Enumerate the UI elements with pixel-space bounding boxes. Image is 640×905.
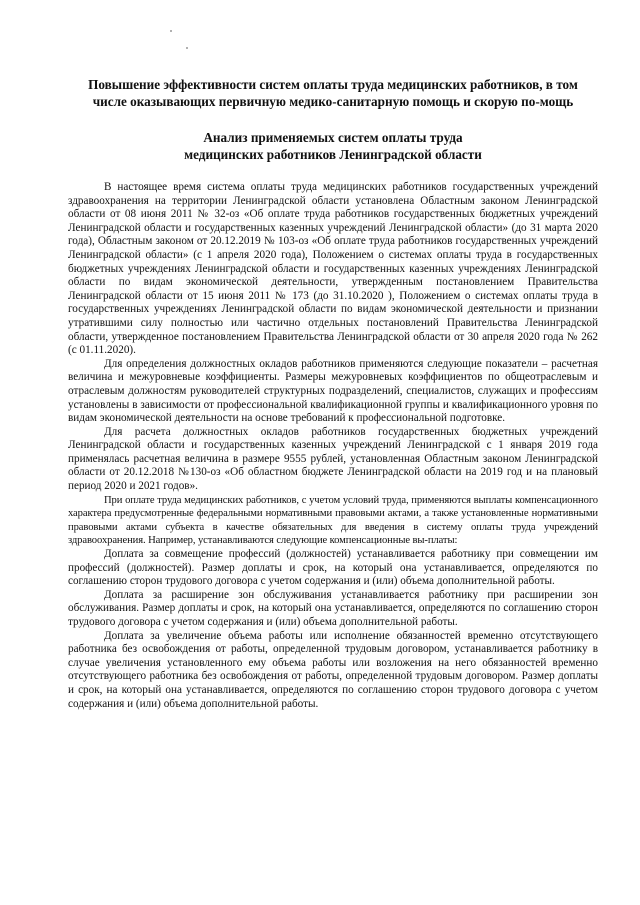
section-heading: [68, 129, 598, 163]
paragraph-legal-basis: В настоящее время система оплаты труда медицинских работников государственных учреждений здравоохранения на территории Ленинградской области установлена Областным законом Ленинградской области от 08 июня 2011 № 32-оз «Об оплате труда работников государственных бюджетных учреждений Ленинградской области и государственных казенных учреждений Ленинградской области» (до 31 марта 2020 года), Областным законом от 20.12.2019 № 103-оз «Об оплате труда работников государственных учреждений Ленинградской области» (с 1 апреля 2020 года), Положением о системах оплаты труда в государственных бюджетных учреждениях Ленинградской области и государственных казенных учреждениях Ленинградской области по видам экономической деятельности, утвержденным постановлением Правительства Ленинградской области от 15 июня 2011 № 173 (до 31.10.2020 ), Положением о системах оплаты труда в государственных учреждениях Ленинградской области по видам экономической деятельности и признании утратившими силу полностью или частично отдельных постановлений Правительства Ленинградской области, утвержденное постановлением Правительства Ленинградской области от 30 апреля 2020 года № 262 (с 01.11.2020).: [68, 181, 598, 357]
document-title: Повышение эффективности систем оплаты труда медицинских работников, в том числе оказывающих первичную медико-санитарную помощь и скорую по-мощь: [88, 77, 578, 109]
paragraph-increased-workload: Доплата за увеличение объема работы или исполнение обязанностей временно отсутствующего работника без освобождения от работы, определенной трудовым договором, устанавливается работнику в случае увеличения установленного ему объема работы или возложения на него обязанностей временно отсутствующего работника без освобождения от работы, определенной трудовым договором. Размер доплаты и срок, на который она устанавливается, определяются по соглашению сторон трудового договора с учетом содержания и (или) объема дополнительной работы.: [68, 629, 598, 710]
section-heading-line-1: Анализ применяемых систем оплаты труда: [203, 130, 463, 145]
paragraph-combining-professions: Доплата за совмещение профессий (должностей) устанавливается работнику при совмещении им профессий (должностей). Размер доплаты и срок, на который она устанавливается, определяются по соглашению сторон трудового договора с учетом содержания и (или) объема дополнительной работы.: [68, 548, 598, 588]
document-body: [68, 181, 598, 711]
paragraph-calculation-value: Для расчета должностных окладов работников государственных бюджетных учреждений Ленинградской области и государственных казенных учреждений Ленинградской с 1 января 2019 года применялась расчетная величина в размере 9555 рублей, установленная Областным законом Ленинградской области от 20.12.2018 №130-оз «Об областном бюджете Ленинградской области на 2019 год и на плановый период 2020 и 2021 годов».: [68, 425, 598, 493]
paragraph-service-zones: Доплата за расширение зон обслуживания устанавливается работнику при расширении зон обслуживания. Размер доплаты и срок, на который она устанавливается, определяются по соглашению сторон трудового договора с учетом содержания и (или) объема дополнительной работы.: [68, 588, 598, 628]
section-heading-line-2: медицинских работников Ленинградской области: [184, 147, 482, 162]
paragraph-salary-indicators: Для определения должностных окладов работников применяются следующие показатели – расчетная величина и межуровневые коэффициенты. Размеры межуровневых коэффициентов по общеотраслевым и отраслевым должностям руководителей структурных подразделений, специалистов, служащих и профессиям установлены в зависимости от профессиональной квалификационной группы и квалификационного уровня по видам экономической деятельности на основе требований к профессиональной подготовке.: [68, 357, 598, 425]
scan-speck: [170, 30, 172, 32]
scan-speck: [186, 47, 188, 49]
paragraph-compensation-payments: При оплате труда медицинских работников, с учетом условий труда, применяются выплаты компенсационного характера предусмотренные федеральными нормативными правовыми актами, а также установленные нормативными правовыми актами субъекта в качестве обязательных для введения в систему оплаты труда учреждений здравоохранения. Например, устанавливаются следующие компенсационные вы-платы:: [68, 494, 598, 547]
